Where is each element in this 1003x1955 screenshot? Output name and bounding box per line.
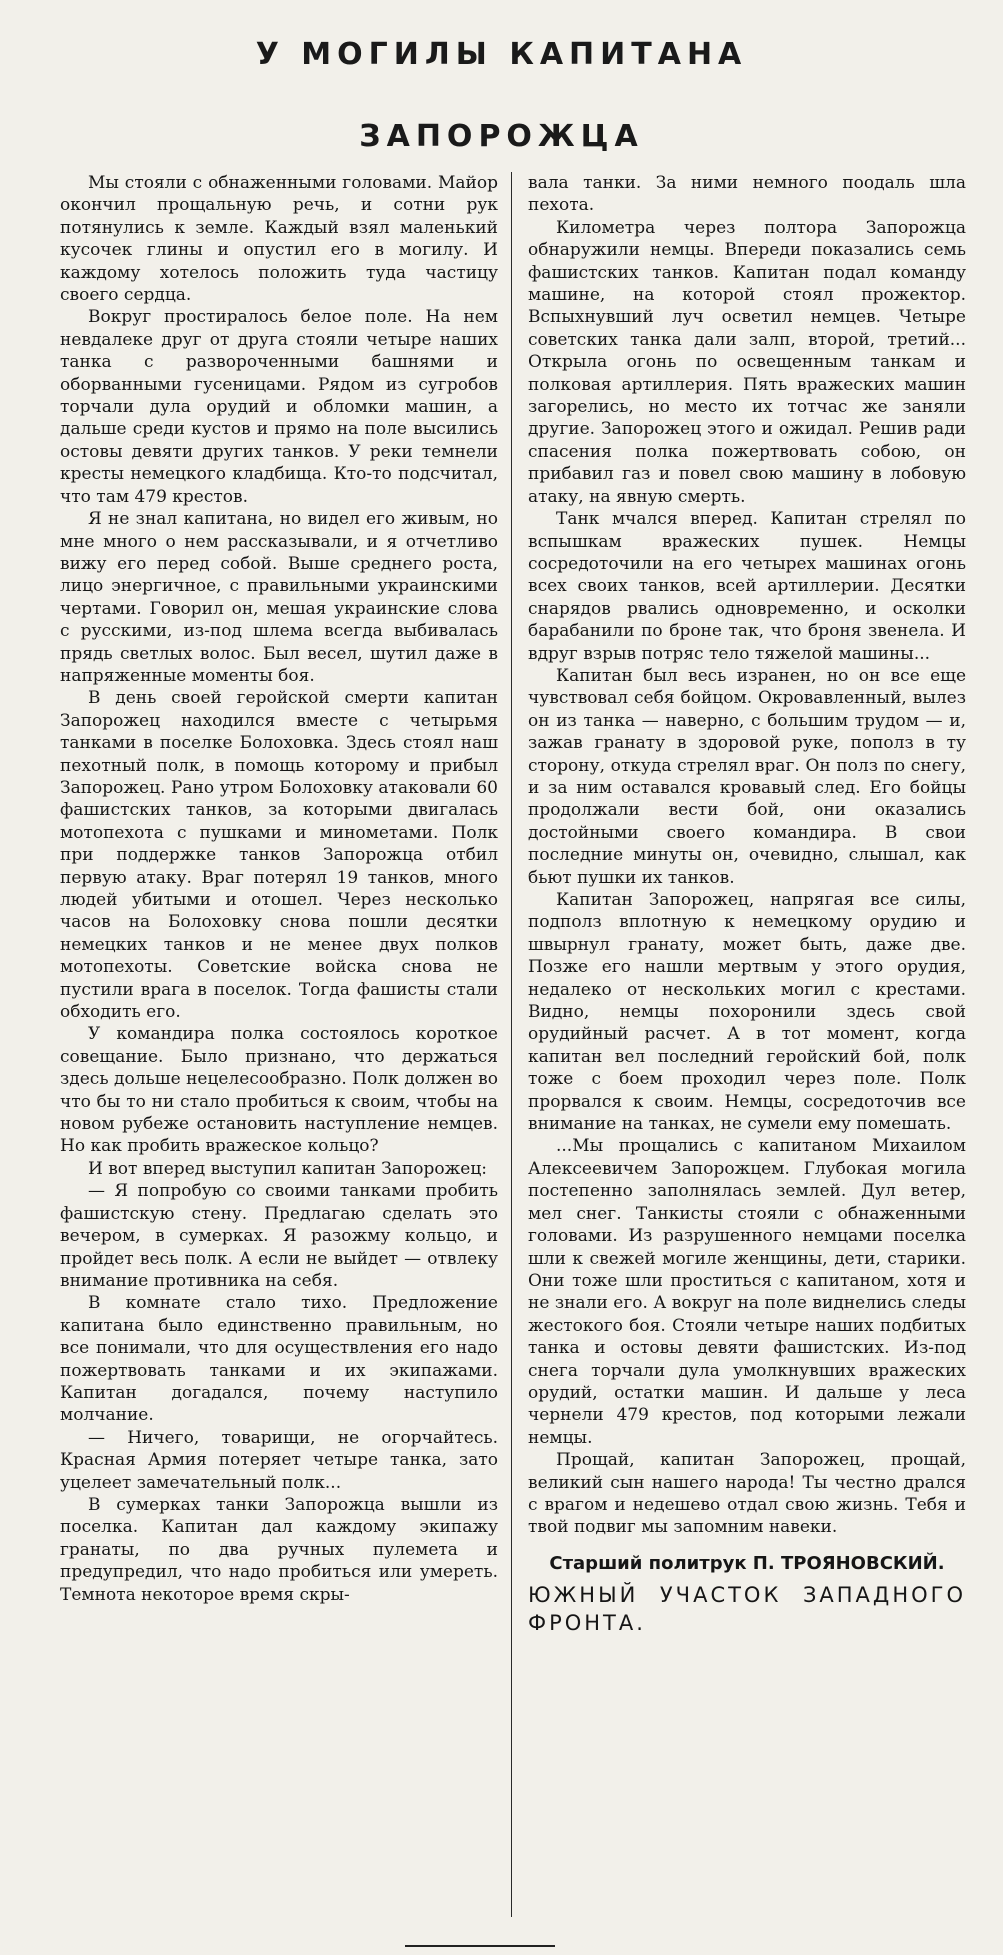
article-headline — [0, 14, 1003, 178]
article-paragraph: ...Мы прощались с капитаном Михаилом Алексеевичем Запорожцем. Глубокая могила постепенно заполнялась землей. Дул ветер, мел снег. Танкисты стояли с обнаженными головами. Из разрушенного немцами поселка шли к свежей могиле женщины, дети, старики. Они тоже шли проститься с капитаном, хотя и не знали его. А вокруг на поле виднелись следы жестокого боя. Стояли четыре наших подбитых танка и остовы девяти фашистских. Из-под снега торчали дула умолкнувших вражеских орудий, остатки машин. И дальше у леса чернели 479 крестов, под которыми лежали немцы. — [528, 1136, 966, 1448]
article-paragraph: — Ничего, товарищи, не огорчайтесь. Красная Армия потеряет четыре танка, зато уцелеет замечательный полк... — [60, 1427, 498, 1493]
article-paragraph: Танк мчался вперед. Капитан стрелял по вспышкам вражеских пушек. Немцы сосредоточили на его четырех машинах огонь всех своих танков, всей артиллерии. Десятки снарядов рвались одновременно, и осколки барабанили по броне так, что броня звенела. И вдруг взрыв потряс тело тяжелой машины... — [528, 509, 966, 664]
article-paragraph: У командира полка состоялось короткое совещание. Было признано, что держаться здесь дольше нецелесообразно. Полк должен во что бы то ни стало пробиться к своим, чтобы на новом рубеже остановить наступление немцев. Но как пробить вражеское кольцо? — [60, 1024, 498, 1157]
right-text-column — [528, 172, 966, 1917]
author-unit: ЮЖНЫЙ УЧАСТОК ЗАПАДНОГО ФРОНТА. — [528, 1583, 966, 1636]
column-divider — [511, 172, 512, 1917]
left-text-column — [60, 172, 498, 1917]
article-paragraph: Капитан был весь изранен, но он все еще чувствовал себя бойцом. Окровавленный, вылез он из танка — наверно, с большим трудом — и, зажав гранату в здоровой руке, пополз в ту сторону, откуда стрелял враг. Он полз по снегу, и за ним оставался кровавый след. Его бойцы продолжали вести бой, они оказались достойными своего командира. В свои последние минуты он, очевидно, слышал, как бьют пушки их танков. — [528, 665, 966, 888]
article-paragraph: Вокруг простиралось белое поле. На нем невдалеке друг от друга стояли четыре наших танка с развороченными башнями и оборванными гусеницами. Рядом из сугробов торчали дула орудий и обломки машин, а дальше среди кустов и прямо на поле высились остовы девяти других танков. У реки темнели кресты немецкого кладбища. Кто-то подсчитал, что там 479 крестов. — [60, 307, 498, 507]
headline-line-1: У МОГИЛЫ КАПИТАНА — [255, 37, 748, 72]
article-paragraph: — Я попробую со своими танками пробить фашистскую стену. Предлагаю сделать это вечером, в сумерках. Я разожму кольцо, и пройдет весь полк. А если не выйдет — отвлеку внимание противника на себя. — [60, 1181, 498, 1291]
article-paragraph: Капитан Запорожец, напрягая все силы, подполз вплотную к немецкому орудию и швырнул гранату, может быть, даже две. Позже его нашли мертвым у этого орудия, недалеко от нескольких могил с крестами. Видно, немцы похоронили здесь свой орудийный расчет. А в тот момент, когда капитан вел последний геройский бой, полк тоже с боем проходил через поле. Полк прорвался к своим. Немцы, сосредоточив все внимание на танках, не сумели ему помешать. — [528, 890, 966, 1135]
article-paragraph: В комнате стало тихо. Предложение капитана было единственно правильным, но все понимали, что для осуществления его надо пожертвовать танками и их экипажами. Капитан догадался, почему наступило молчание. — [60, 1293, 498, 1426]
right-paragraphs — [528, 217, 966, 1539]
article-paragraph: Я не знал капитана, но видел его живым, но мне много о нем рассказывали, и я отчетливо вижу его перед собой. Выше среднего роста, лицо энергичное, с правильными украинскими чертами. Говорил он, мешая украинские слова с русскими, из-под шлема всегда выбивалась прядь светлых волос. Был весел, шутил даже в напряженные моменты боя. — [60, 509, 498, 686]
article-paragraph: Километра через полтора Запорожца обнаружили немцы. Впереди показались семь фашистских танков. Капитан подал команду машине, на которой стоял прожектор. Вспыхнувший луч осветил немцев. Четыре советских танка дали залп, второй, третий... Открыла огонь по освещенным танкам и полковая артиллерия. Пять вражеских машин загорелись, но место их тотчас же заняли другие. Запорожец этого и ожидал. Решив ради спасения полка пожертвовать собою, он прибавил газ и повел свою машину в лобовую атаку, на явную смерть. — [528, 217, 966, 507]
signature-block — [528, 1553, 966, 1637]
article-paragraph: В день своей геройской смерти капитан Запорожец находился вместе с четырьмя танками в поселке Болоховка. Здесь стоял наш пехотный полк, в помощь которому и прибыл Запорожец. Рано утром Болоховку атаковали 60 фашистских танков, за которыми двигалась мотопехота с пушками и минометами. Полк при поддержке танков Запорожца отбил первую атаку. Враг потерял 19 танков, много людей убитыми и отошел. Через несколько часов на Болоховку снова пошли десятки немецких танков и не менее двух полков мотопехоты. Советские войска снова не пустили врага в поселок. Тогда фашисты стали обходить его. — [60, 688, 498, 1023]
article-paragraph: Мы стояли с обнаженными головами. Майор окончил прощальную речь, и сотни рук потянулись к земле. Каждый взял маленький кусочек глины и опустил его в могилу. И каждому хотелось положить туда частицу своего сердца. — [60, 173, 498, 306]
continued-paragraph: вала танки. За ними немного поодаль шла пехота. — [528, 173, 966, 216]
article-paragraph: И вот вперед выступил капитан Запорожец: — [88, 1158, 487, 1179]
article-paragraph: В сумерках танки Запорожца вышли из поселка. Капитан дал каждому экипажу гранаты, по два ручных пулемета и предупредил, что надо пробиться или умереть. Темнота некоторое время скры- — [60, 1494, 498, 1605]
author-signature: Старший политрук П. ТРОЯНОВСКИЙ. — [549, 1552, 945, 1574]
headline-line-2: ЗАПОРОЖЦА — [359, 119, 644, 154]
bottom-rule — [405, 1945, 555, 1947]
article-paragraph: Прощай, капитан Запорожец, прощай, великий сын нашего народа! Ты честно дрался с врагом и недешево отдал свою жизнь. Тебя и твой подвиг мы запомним навеки. — [528, 1450, 966, 1538]
